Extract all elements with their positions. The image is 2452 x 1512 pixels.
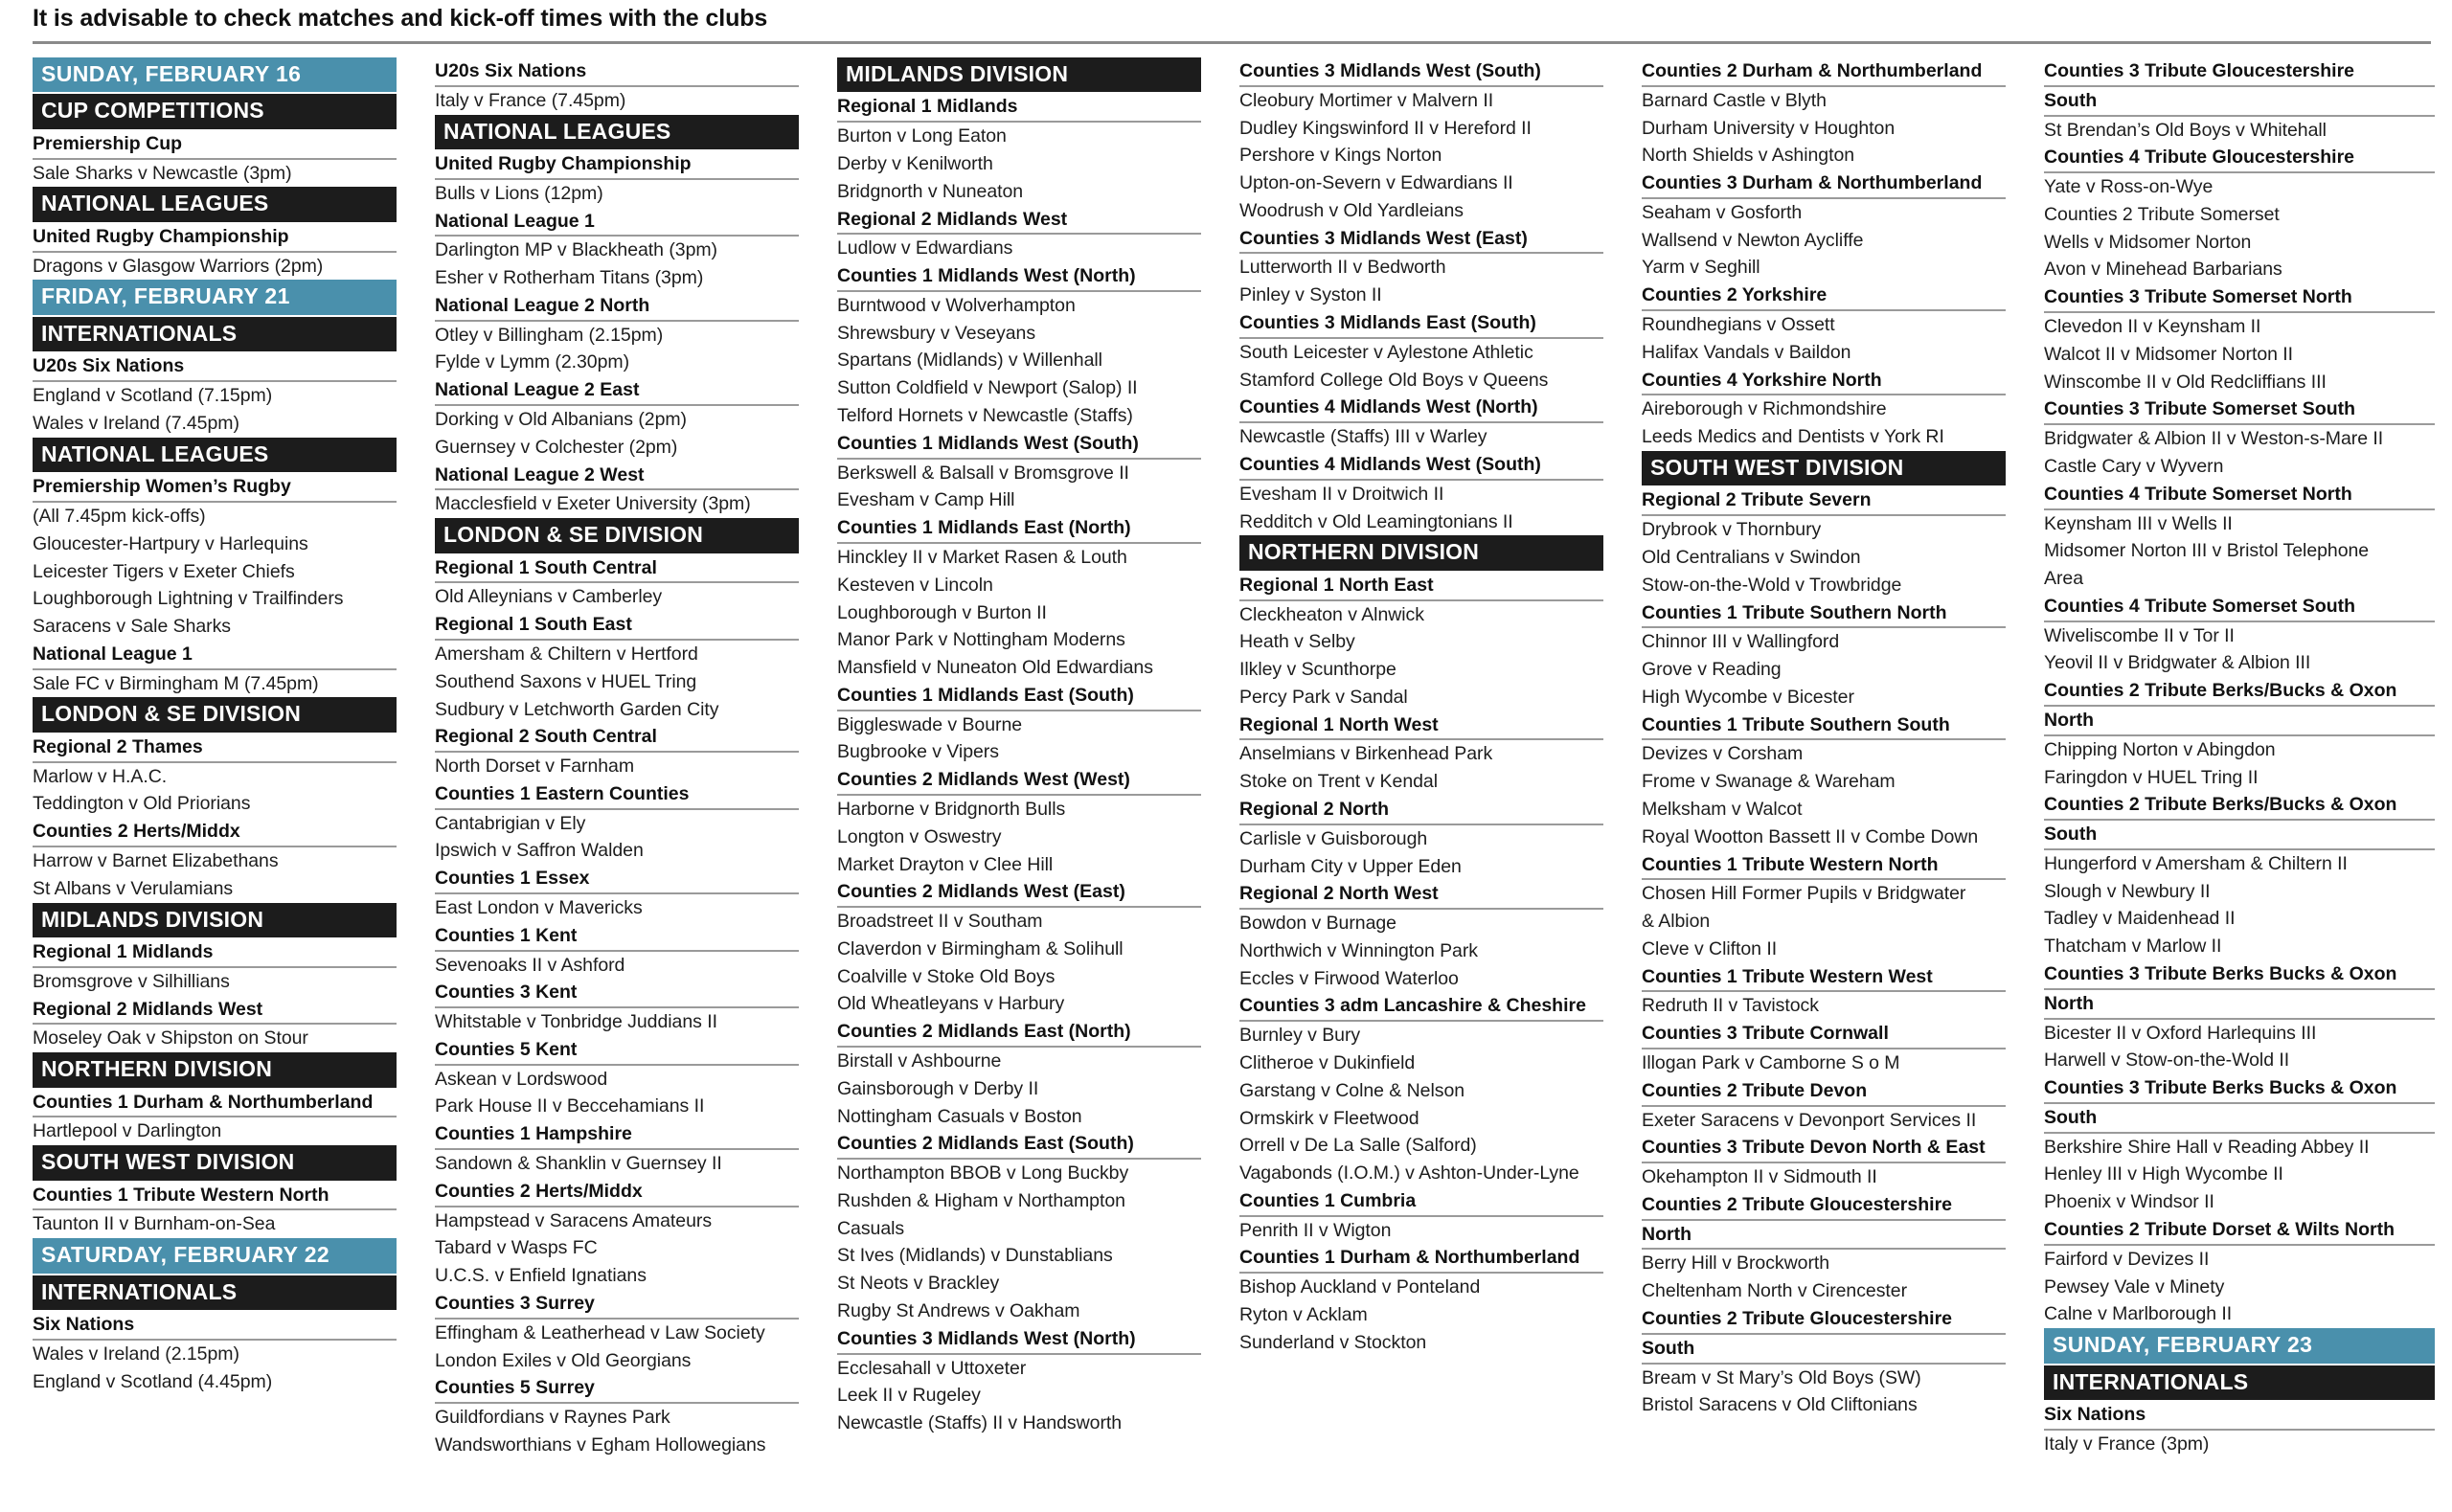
fixture-row: Gainsborough v Derby II [837, 1077, 1039, 1099]
fixture-row: Clevedon II v Keynsham II [2044, 316, 2261, 338]
league-heading: Counties 1 Midlands East (South) [837, 682, 1201, 711]
division-heading: CUP COMPETITIONS [33, 94, 397, 128]
fixture-row: Ilkley v Scunthorpe [1239, 659, 1396, 681]
division-heading: LONDON & SE DIVISION [33, 697, 397, 732]
fixture-row: Fylde v Lymm (2.30pm) [435, 351, 630, 373]
fixture-row: Ludlow v Edwardians [837, 237, 1013, 260]
league-heading: Counties 1 Eastern Counties [435, 780, 799, 810]
league-heading: Counties 2 Tribute Dorset & Wilts North [2044, 1216, 2435, 1246]
league-heading: Counties 1 Durham & Northumberland [1239, 1244, 1603, 1274]
league-heading: Counties 1 Midlands West (North) [837, 262, 1201, 292]
fixture-row: High Wycombe v Bicester [1642, 686, 1854, 708]
fixture-row: Moseley Oak v Shipston on Stour [33, 1027, 308, 1049]
league-heading: Counties 3 adm Lancashire & Cheshire [1239, 992, 1603, 1022]
league-heading: Counties 4 Midlands West (North) [1239, 394, 1603, 423]
fixture-row: Slough v Newbury II [2044, 880, 2211, 902]
fixture-row: Guildfordians v Raynes Park [435, 1407, 670, 1429]
fixture-row: Heath v Selby [1239, 631, 1355, 653]
fixture-row: Gloucester-Hartpury v Harlequins [33, 532, 308, 554]
league-heading: South [2044, 821, 2435, 850]
fixture-row: Pewsey Vale v Minety [2044, 1275, 2225, 1298]
league-heading: Regional 1 North East [1239, 572, 1603, 601]
fixture-row: Hinckley II v Market Rasen & Louth [837, 546, 1127, 568]
league-heading: Six Nations [2044, 1401, 2435, 1431]
league-heading: Counties 5 Surrey [435, 1374, 799, 1404]
fixture-row: Sunderland v Stockton [1239, 1331, 1427, 1353]
fixture-row: London Exiles v Old Georgians [435, 1349, 692, 1371]
fixture-row: Dragons v Glasgow Warriors (2pm) [33, 255, 324, 277]
league-heading: Counties 1 Essex [435, 865, 799, 894]
league-heading: Regional 2 Midlands West [837, 206, 1201, 236]
fixture-row: Chinnor III v Wallingford [1642, 631, 1840, 653]
fixture-row: Melksham v Walcot [1642, 798, 1803, 820]
fixture-row: Effingham & Leatherhead v Law Society [435, 1321, 765, 1343]
fixture-row: England v Scotland (4.45pm) [33, 1370, 273, 1392]
fixture-row: Claverdon v Birmingham & Solihull [837, 937, 1124, 959]
fixture-row: Mansfield v Nuneaton Old Edwardians [837, 657, 1153, 679]
fixture-row: Tabard v Wasps FC [435, 1237, 598, 1259]
fixture-row: Faringdon v HUEL Tring II [2044, 766, 2259, 788]
fixture-row: Yeovil II v Bridgwater & Albion III [2044, 652, 2311, 674]
league-heading: U20s Six Nations [33, 352, 397, 382]
fixture-row: Durham City v Upper Eden [1239, 855, 1462, 877]
fixture-row: Rushden & Higham v Northampton [837, 1189, 1125, 1211]
fixture-row: Cleve v Clifton II [1642, 937, 1778, 959]
fixture-row: Chipping Norton v Abingdon [2044, 738, 2276, 760]
league-heading: South [2044, 1104, 2435, 1134]
league-heading: Counties 2 Yorkshire [1642, 282, 2006, 311]
division-heading: INTERNATIONALS [33, 317, 397, 351]
fixture-row: & Albion [1642, 911, 1711, 933]
fixture-row: Ecclesahall v Uttoxeter [837, 1357, 1027, 1379]
fixture-row: Penrith II v Wigton [1239, 1219, 1392, 1241]
fixture-row: Tadley v Maidenhead II [2044, 908, 2236, 930]
fixture-row: Kesteven v Lincoln [837, 574, 993, 596]
fixture-row: Grove v Reading [1642, 659, 1782, 681]
fixture-row: Bishop Auckland v Ponteland [1239, 1276, 1481, 1298]
fixture-row: Wells v Midsomer Norton [2044, 231, 2252, 253]
fixture-row: Broadstreet II v Southam [837, 911, 1043, 933]
fixture-row: Old Alleynians v Camberley [435, 586, 663, 608]
fixture-row: Bicester II v Oxford Harlequins III [2044, 1022, 2317, 1044]
league-heading: National League 1 [435, 208, 799, 237]
fixture-row: Wales v Ireland (7.45pm) [33, 412, 239, 434]
fixture-row: Durham University v Houghton [1642, 117, 1896, 139]
league-heading: Counties 3 Kent [435, 979, 799, 1008]
fixture-row: Woodrush v Old Yardleians [1239, 199, 1464, 221]
fixture-row: Southend Saxons v HUEL Tring [435, 670, 697, 692]
league-heading: Counties 1 Durham & Northumberland [33, 1089, 397, 1118]
fixture-row: Loughborough v Burton II [837, 601, 1047, 623]
league-heading: Counties 3 Midlands West (North) [837, 1325, 1201, 1355]
league-heading: Counties 1 Tribute Western North [1642, 851, 2006, 881]
fixture-row: Burton v Long Eaton [837, 125, 1007, 147]
league-heading: Premiership Women’s Rugby [33, 473, 397, 503]
league-heading: Regional 2 South Central [435, 723, 799, 753]
league-heading: Counties 2 Durham & Northumberland [1642, 57, 2006, 87]
fixture-row: Area [2044, 568, 2083, 590]
fixture-row: Castle Cary v Wyvern [2044, 455, 2224, 477]
league-heading: Counties 2 Tribute Gloucestershire [1642, 1305, 2006, 1335]
league-heading: North [2044, 990, 2435, 1020]
league-heading: Counties 3 Tribute Devon North & East [1642, 1134, 2006, 1163]
league-heading: Counties 1 Midlands East (North) [837, 514, 1201, 544]
fixture-row: Hampstead v Saracens Amateurs [435, 1209, 713, 1231]
fixture-row: Dorking v Old Albanians (2pm) [435, 409, 688, 431]
league-heading: U20s Six Nations [435, 57, 799, 87]
league-heading: Premiership Cup [33, 130, 397, 160]
fixture-row: Harrow v Barnet Elizabethans [33, 850, 279, 872]
division-heading: SOUTH WEST DIVISION [1642, 451, 2006, 485]
fixture-row: Berkshire Shire Hall v Reading Abbey II [2044, 1136, 2370, 1158]
fixture-row: St Brendan’s Old Boys v Whitehall [2044, 119, 2327, 141]
fixture-row: Aireborough v Richmondshire [1642, 398, 1887, 420]
fixture-row: Bream v St Mary’s Old Boys (SW) [1642, 1366, 1921, 1388]
league-heading: Counties 3 Durham & Northumberland [1642, 169, 2006, 199]
fixture-row: Manor Park v Nottingham Moderns [837, 629, 1125, 651]
league-heading: Counties 4 Yorkshire North [1642, 367, 2006, 396]
league-heading: Counties 4 Tribute Somerset North [2044, 481, 2435, 510]
fixture-row: Seaham v Gosforth [1642, 201, 1803, 223]
fixture-row: Sudbury v Letchworth Garden City [435, 698, 719, 720]
fixture-row: Harwell v Stow-on-the-Wold II [2044, 1049, 2290, 1072]
fixture-row: Percy Park v Sandal [1239, 686, 1408, 708]
fixture-row: Yate v Ross-on-Wye [2044, 176, 2214, 198]
fixture-row: Ormskirk v Fleetwood [1239, 1107, 1419, 1129]
fixture-row: U.C.S. v Enfield Ignatians [435, 1265, 647, 1287]
fixture-row: Sevenoaks II v Ashford [435, 954, 625, 976]
fixture-row: Evesham v Camp Hill [837, 489, 1015, 511]
league-heading: Counties 3 Tribute Gloucestershire [2044, 57, 2435, 87]
division-heading: MIDLANDS DIVISION [33, 903, 397, 937]
league-heading: Counties 2 Tribute Berks/Bucks & Oxon [2044, 677, 2435, 707]
league-heading: Counties 2 Midlands East (North) [837, 1018, 1201, 1048]
league-heading: South [1642, 1335, 2006, 1365]
fixture-row: North Dorset v Farnham [435, 756, 635, 778]
league-heading: National League 2 East [435, 376, 799, 406]
league-heading: Regional 1 Midlands [837, 93, 1201, 123]
fixture-row: Cleobury Mortimer v Malvern II [1239, 89, 1494, 111]
league-heading: Counties 3 Midlands East (South) [1239, 309, 1603, 339]
fixture-row: Nottingham Casuals v Boston [837, 1105, 1082, 1127]
fixture-row: Drybrook v Thornbury [1642, 519, 1822, 541]
league-heading: Regional 2 North West [1239, 880, 1603, 910]
league-heading: Regional 2 Thames [33, 733, 397, 763]
advisory-note: It is advisable to check matches and kick-off times with the clubs [33, 5, 768, 32]
fixture-row: Leek II v Rugeley [837, 1385, 981, 1407]
fixture-row: Eccles v Firwood Waterloo [1239, 967, 1459, 989]
date-heading: SUNDAY, FEBRUARY 16 [33, 57, 397, 92]
fixture-row: Leeds Medics and Dentists v York RI [1642, 426, 1944, 448]
division-heading: INTERNATIONALS [2044, 1365, 2435, 1400]
header-divider [33, 41, 2431, 44]
fixture-row: Marlow v H.A.C. [33, 765, 168, 787]
fixtures-column [2032, 57, 2435, 1458]
fixture-row: Frome v Swanage & Wareham [1642, 771, 1896, 793]
fixture-row: Evesham II v Droitwich II [1239, 483, 1444, 505]
fixture-row: Vagabonds (I.O.M.) v Ashton-Under-Lyne [1239, 1162, 1579, 1185]
division-heading: LONDON & SE DIVISION [435, 518, 799, 553]
fixture-row: Taunton II v Burnham-on-Sea [33, 1213, 276, 1235]
league-heading: Counties 5 Kent [435, 1036, 799, 1066]
fixture-row: Lutterworth II v Bedworth [1239, 257, 1446, 279]
fixture-row: Sutton Coldfield v Newport (Salop) II [837, 377, 1138, 399]
fixtures-columns [21, 57, 2431, 1459]
league-heading: Regional 1 South Central [435, 554, 799, 584]
league-heading: Counties 4 Midlands West (South) [1239, 451, 1603, 481]
fixture-row: East London v Mavericks [435, 897, 643, 918]
league-heading: Counties 1 Midlands West (South) [837, 430, 1201, 460]
fixture-row: Stamford College Old Boys v Queens [1239, 369, 1549, 391]
fixture-row: South Leicester v Aylestone Athletic [1239, 341, 1533, 363]
league-heading: National League 2 West [435, 462, 799, 491]
fixture-row: Stow-on-the-Wold v Trowbridge [1642, 574, 1902, 596]
division-heading: MIDLANDS DIVISION [837, 57, 1201, 92]
league-heading: Counties 2 Midlands West (East) [837, 878, 1201, 908]
fixture-row: Calne v Marlborough II [2044, 1303, 2233, 1325]
league-heading: Counties 4 Tribute Somerset South [2044, 593, 2435, 622]
fixture-row: Wiveliscombe II v Tor II [2044, 624, 2235, 646]
date-heading: SUNDAY, FEBRUARY 23 [2044, 1328, 2435, 1363]
fixture-row: Askean v Lordswood [435, 1068, 608, 1090]
fixture-row: Counties 2 Tribute Somerset [2044, 203, 2280, 225]
league-heading: Regional 1 North West [1239, 711, 1603, 741]
fixture-row: Ryton v Acklam [1239, 1304, 1368, 1326]
league-heading: Counties 1 Cumbria [1239, 1187, 1603, 1217]
fixture-row: North Shields v Ashington [1642, 145, 1855, 167]
fixture-row: Dudley Kingswinford II v Hereford II [1239, 117, 1532, 139]
fixture-row: Sale FC v Birmingham M (7.45pm) [33, 672, 319, 694]
date-heading: SATURDAY, FEBRUARY 22 [33, 1238, 397, 1273]
fixture-row: Bulls v Lions (12pm) [435, 182, 603, 204]
fixture-row: St Albans v Verulamians [33, 877, 234, 899]
fixture-row: Casuals [837, 1217, 905, 1239]
fixture-row: Shrewsbury v Veseyans [837, 322, 1036, 344]
fixture-row: Bridgwater & Albion II v Weston-s-Mare II [2044, 428, 2384, 450]
league-heading: Counties 3 Surrey [435, 1290, 799, 1320]
division-heading: NORTHERN DIVISION [1239, 535, 1603, 570]
league-heading: Regional 2 Tribute Severn [1642, 486, 2006, 516]
fixture-row: Darlington MP v Blackheath (3pm) [435, 239, 718, 261]
fixture-row: Phoenix v Windsor II [2044, 1191, 2214, 1213]
fixture-row: Walcot II v Midsomer Norton II [2044, 343, 2294, 365]
fixture-row: Hartlepool v Darlington [33, 1120, 222, 1142]
fixture-row: Halifax Vandals v Baildon [1642, 341, 1851, 363]
fixture-row: Rugby St Andrews v Oakham [837, 1300, 1080, 1322]
fixture-row: England v Scotland (7.15pm) [33, 385, 273, 407]
league-heading: United Rugby Championship [33, 223, 397, 253]
fixture-row: Barnard Castle v Blyth [1642, 89, 1827, 111]
league-heading: Counties 2 Tribute Devon [1642, 1077, 2006, 1107]
fixture-row: Burnley v Bury [1239, 1025, 1361, 1047]
league-heading: Counties 2 Midlands East (South) [837, 1130, 1201, 1160]
fixture-row: Avon v Minehead Barbarians [2044, 259, 2282, 281]
fixture-row: Devizes v Corsham [1642, 743, 1804, 765]
fixture-row: Midsomer Norton III v Bristol Telephone [2044, 540, 2370, 562]
fixture-row: Macclesfield v Exeter University (3pm) [435, 493, 751, 515]
fixture-row: Winscombe II v Old Redcliffians III [2044, 371, 2327, 393]
fixture-row: Fairford v Devizes II [2044, 1248, 2210, 1270]
fixture-row: Teddington v Old Priorians [33, 793, 251, 815]
fixture-row: Garstang v Colne & Nelson [1239, 1079, 1465, 1101]
fixture-row: Bristol Saracens v Old Cliftonians [1642, 1394, 1918, 1416]
league-heading: Counties 3 Tribute Somerset North [2044, 283, 2435, 313]
fixture-row: Clitheroe v Dukinfield [1239, 1052, 1416, 1074]
fixture-row: Guernsey v Colchester (2pm) [435, 436, 678, 458]
fixture-row: Harborne v Bridgnorth Bulls [837, 798, 1066, 820]
fixture-row: Exeter Saracens v Devonport Services II [1642, 1109, 1977, 1131]
fixture-row: Hungerford v Amersham & Chiltern II [2044, 852, 2348, 874]
fixture-row: Esher v Rotherham Titans (3pm) [435, 267, 704, 289]
fixture-row: (All 7.45pm kick-offs) [33, 505, 206, 527]
fixture-row: Chosen Hill Former Pupils v Bridgwater [1642, 883, 1966, 905]
league-heading: North [1642, 1221, 2006, 1251]
fixture-row: Market Drayton v Clee Hill [837, 853, 1054, 875]
fixture-row: Amersham & Chiltern v Hertford [435, 643, 698, 665]
fixture-row: Yarm v Seghill [1642, 257, 1760, 279]
fixture-row: Illogan Park v Camborne S o M [1642, 1052, 1900, 1074]
fixture-row: St Neots v Brackley [837, 1273, 1000, 1295]
league-heading: Counties 1 Tribute Southern South [1642, 711, 2006, 741]
fixture-row: Telford Hornets v Newcastle (Staffs) [837, 405, 1133, 427]
fixture-row: Northwich v Winnington Park [1239, 939, 1478, 961]
league-heading: Counties 3 Midlands West (East) [1239, 225, 1603, 255]
league-heading: Regional 2 Midlands West [33, 996, 397, 1026]
fixture-row: Newcastle (Staffs) III v Warley [1239, 426, 1487, 448]
league-heading: Counties 1 Tribute Southern North [1642, 599, 2006, 629]
league-heading: Counties 4 Tribute Gloucestershire [2044, 144, 2435, 173]
fixtures-column [21, 57, 423, 1395]
fixture-row: Sale Sharks v Newcastle (3pm) [33, 162, 292, 184]
league-heading: Counties 2 Herts/Middx [33, 818, 397, 847]
league-heading: North [2044, 707, 2435, 736]
fixture-row: Birstall v Ashbourne [837, 1050, 1002, 1072]
league-heading: Counties 2 Tribute Berks/Bucks & Oxon [2044, 791, 2435, 821]
league-heading: United Rugby Championship [435, 150, 799, 180]
fixture-row: Carlisle v Guisborough [1239, 827, 1428, 849]
fixtures-column [1630, 57, 2032, 1419]
fixture-row: Cleckheaton v Alnwick [1239, 603, 1424, 625]
fixture-row: Bromsgrove v Silhillians [33, 970, 230, 992]
fixture-row: Keynsham III v Wells II [2044, 512, 2233, 534]
fixtures-column [1228, 57, 1630, 1357]
fixture-row: Italy v France (3pm) [2044, 1433, 2210, 1455]
league-heading: Regional 2 North [1239, 796, 1603, 825]
fixture-row: Old Centralians v Swindon [1642, 546, 1861, 568]
league-heading: National League 1 [33, 641, 397, 670]
fixture-row: Bridgnorth v Nuneaton [837, 180, 1024, 202]
fixture-row: Old Wheatleyans v Harbury [837, 993, 1065, 1015]
fixture-row: Longton v Oswestry [837, 825, 1002, 847]
fixtures-column [826, 57, 1228, 1437]
fixture-row: Berry Hill v Brockworth [1642, 1252, 1830, 1275]
league-heading: Counties 3 Tribute Cornwall [1642, 1020, 2006, 1049]
league-heading: Counties 3 Midlands West (South) [1239, 57, 1603, 87]
fixture-row: Berkswell & Balsall v Bromsgrove II [837, 462, 1129, 484]
fixture-row: Orrell v De La Salle (Salford) [1239, 1135, 1477, 1157]
fixture-row: Pershore v Kings Norton [1239, 145, 1442, 167]
league-heading: Counties 2 Herts/Middx [435, 1178, 799, 1207]
fixture-row: Spartans (Midlands) v Willenhall [837, 350, 1102, 372]
fixture-row: Newcastle (Staffs) II v Handsworth [837, 1412, 1123, 1434]
fixture-row: Park House II v Beccehamians II [435, 1095, 705, 1117]
league-heading: Counties 1 Kent [435, 922, 799, 952]
league-heading: Regional 1 South East [435, 611, 799, 641]
fixture-row: Leicester Tigers v Exeter Chiefs [33, 560, 295, 582]
league-heading: Counties 2 Midlands West (West) [837, 766, 1201, 796]
fixture-row: Royal Wootton Bassett II v Combe Down [1642, 825, 1979, 847]
league-heading: National League 2 North [435, 292, 799, 322]
league-heading: Counties 3 Tribute Somerset South [2044, 395, 2435, 425]
division-heading: SOUTH WEST DIVISION [33, 1145, 397, 1180]
fixture-row: Burntwood v Wolverhampton [837, 294, 1076, 316]
fixture-row: Okehampton II v Sidmouth II [1642, 1166, 1877, 1188]
fixture-row: Italy v France (7.45pm) [435, 89, 626, 111]
league-heading: Counties 1 Tribute Western West [1642, 963, 2006, 993]
fixture-row: Roundhegians v Ossett [1642, 314, 1835, 336]
fixture-row: Henley III v High Wycombe II [2044, 1163, 2283, 1185]
fixture-row: Coalville v Stoke Old Boys [837, 965, 1056, 987]
league-heading: Counties 1 Tribute Western North [33, 1182, 397, 1211]
league-heading: Counties 1 Hampshire [435, 1120, 799, 1150]
date-heading: FRIDAY, FEBRUARY 21 [33, 280, 397, 314]
league-heading: Counties 3 Tribute Berks Bucks & Oxon [2044, 1074, 2435, 1104]
fixtures-column [423, 57, 826, 1459]
fixture-row: Otley v Billingham (2.15pm) [435, 324, 664, 346]
league-heading: Counties 2 Tribute Gloucestershire [1642, 1191, 2006, 1221]
fixture-row: Stoke on Trent v Kendal [1239, 771, 1438, 793]
fixture-row: Thatcham v Marlow II [2044, 936, 2222, 958]
fixture-row: Bugbrooke v Vipers [837, 741, 999, 763]
division-heading: NATIONAL LEAGUES [435, 115, 799, 149]
fixture-row: Wallsend v Newton Aycliffe [1642, 229, 1864, 251]
fixture-row: Northampton BBOB v Long Buckby [837, 1162, 1129, 1185]
fixture-row: Sandown & Shanklin v Guernsey II [435, 1153, 722, 1175]
division-heading: INTERNATIONALS [33, 1275, 397, 1310]
fixture-row: Wales v Ireland (2.15pm) [33, 1343, 239, 1365]
fixture-row: Redruth II v Tavistock [1642, 995, 1819, 1017]
fixture-row: Ipswich v Saffron Walden [435, 840, 644, 862]
fixture-row: Biggleswade v Bourne [837, 713, 1023, 735]
division-heading: NORTHERN DIVISION [33, 1052, 397, 1087]
fixture-row: Saracens v Sale Sharks [33, 616, 232, 638]
division-heading: NATIONAL LEAGUES [33, 438, 397, 472]
fixture-row: Cantabrigian v Ely [435, 812, 586, 834]
fixture-row: Bowdon v Burnage [1239, 913, 1396, 935]
fixture-row: Anselmians v Birkenhead Park [1239, 743, 1493, 765]
league-heading: Counties 3 Tribute Berks Bucks & Oxon [2044, 960, 2435, 990]
division-heading: NATIONAL LEAGUES [33, 187, 397, 221]
fixture-row: Derby v Kenilworth [837, 153, 993, 175]
league-heading: Six Nations [33, 1311, 397, 1341]
fixture-row: Whitstable v Tonbridge Juddians II [435, 1011, 717, 1033]
fixture-row: Pinley v Syston II [1239, 284, 1382, 306]
league-heading: South [2044, 87, 2435, 117]
fixture-row: Loughborough Lightning v Trailfinders [33, 588, 344, 610]
league-heading: Regional 1 Midlands [33, 938, 397, 968]
fixture-row: Cheltenham North v Cirencester [1642, 1280, 1908, 1302]
fixture-row: Upton-on-Severn v Edwardians II [1239, 172, 1513, 194]
fixture-row: Wandsworthians v Egham Hollowegians [435, 1433, 766, 1456]
fixture-row: Redditch v Old Leamingtonians II [1239, 510, 1513, 532]
fixture-row: St Ives (Midlands) v Dunstablians [837, 1245, 1113, 1267]
